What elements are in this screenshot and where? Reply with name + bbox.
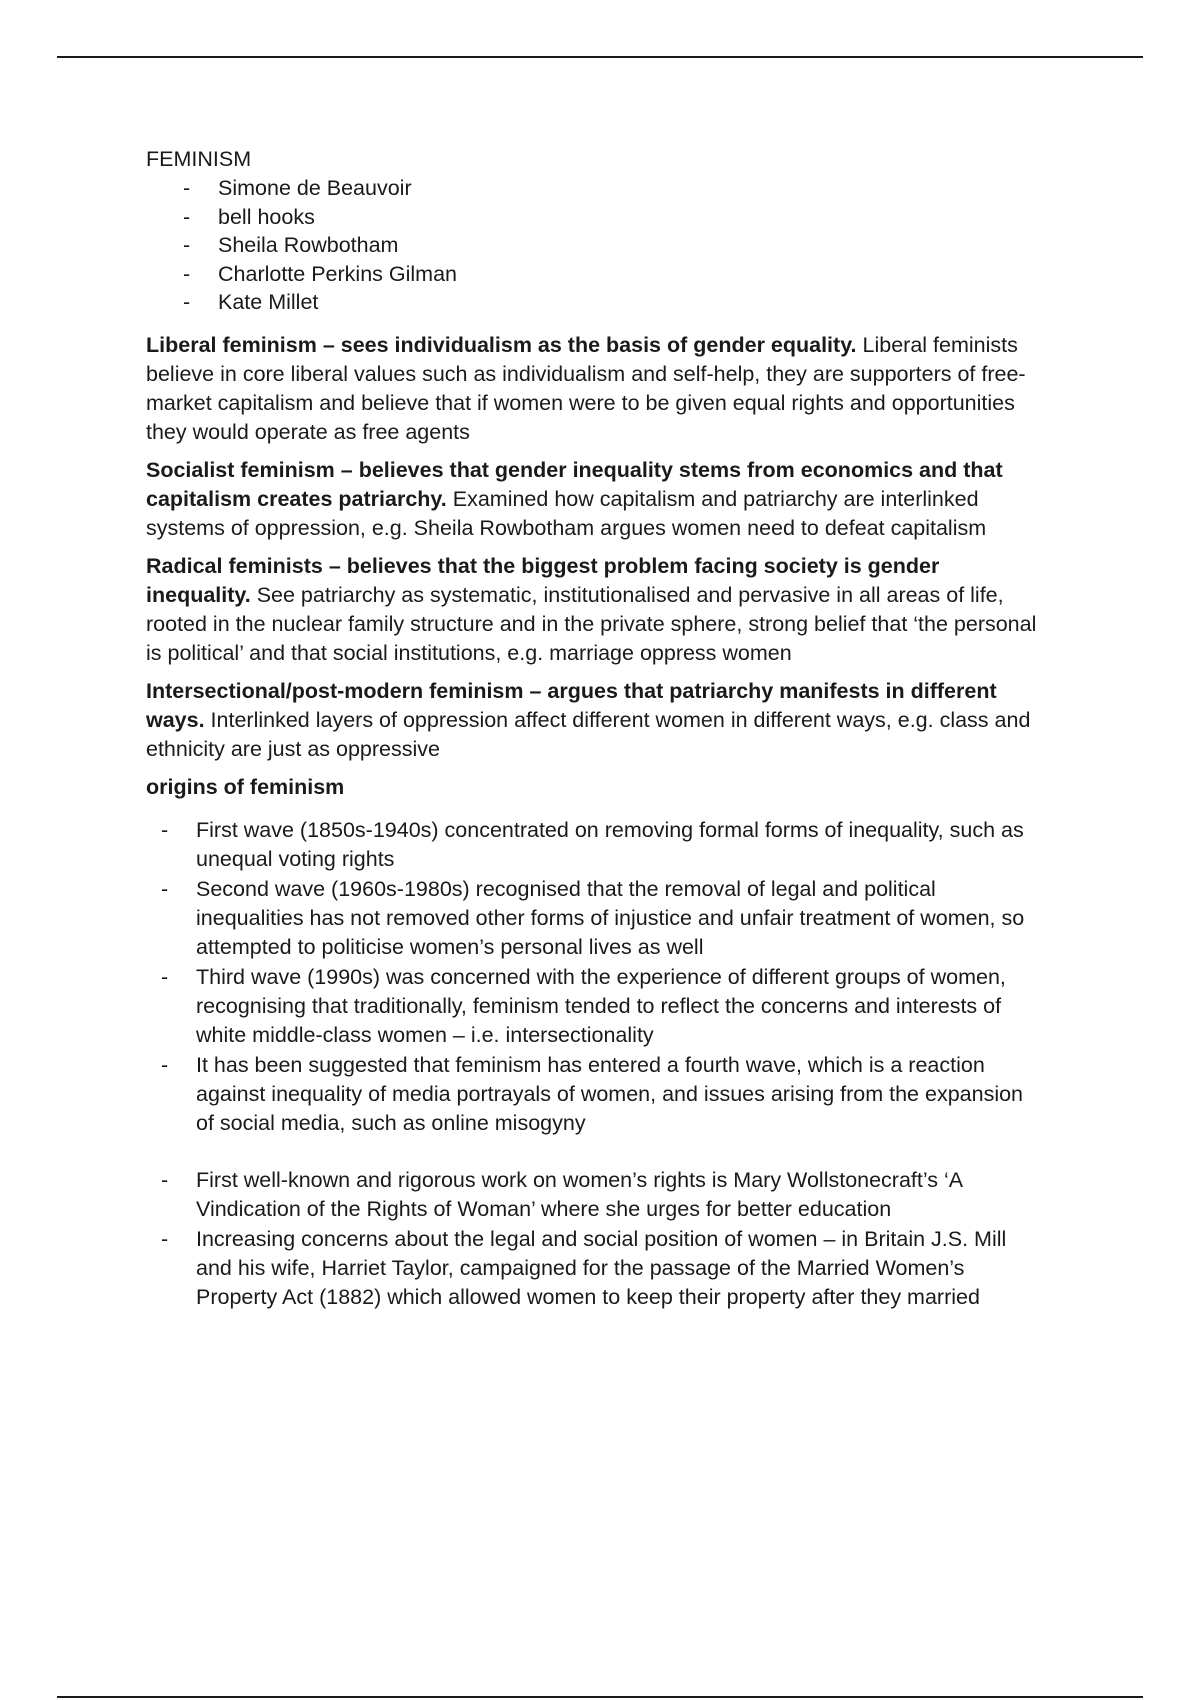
socialist-feminism-paragraph [146, 456, 1046, 543]
history-list [146, 1166, 1046, 1312]
section-text: See patriarchy as systematic, institutionalised and pervasive in all areas of life, rooted in the nuclear family structure and in the private sphere, strong belief that ‘the personal is political’ and that social institutions, e.g. marriage oppress women [146, 582, 1037, 665]
list-item: - Second wave (1960s-1980s) recognised that the removal of legal and political inequalities has not removed other forms of injustice and unfair treatment of women, so attempted to politicise women’s personal lives as well [146, 875, 1046, 962]
section-heading: Liberal feminism – sees individualism as the basis of gender equality. [146, 332, 857, 357]
list-item: - Increasing concerns about the legal and social position of women – in Britain J.S. Mill and his wife, Harriet Taylor, campaigned for the passage of the Married Women’s Property Act (1882) which allowed women to keep their property after they married [146, 1225, 1046, 1312]
thinkers-list [146, 174, 1046, 317]
section-heading: Intersectional/post-modern feminism – argues that patriarchy manifests in different ways. [146, 678, 997, 732]
list-item: - bell hooks [146, 203, 1046, 232]
origins-heading: origins of feminism [146, 774, 345, 799]
section-text: Liberal feminists believe in core liberal values such as individualism and self-help, they are supporters of free-market capitalism and believe that if women were to be given equal rights and opportunities they would operate as free agents [146, 332, 1026, 444]
bottom-divider [57, 1696, 1143, 1698]
waves-list [146, 816, 1046, 1138]
intersectional-feminism-paragraph [146, 677, 1046, 764]
radical-feminism-paragraph [146, 552, 1046, 668]
list-item: - It has been suggested that feminism has entered a fourth wave, which is a reaction against inequality of media portrayals of women, and issues arising from the expansion of social media, such as online misogyny [146, 1051, 1046, 1138]
list-item: - First well-known and rigorous work on women’s rights is Mary Wollstonecraft’s ‘A Vindication of the Rights of Woman’ where she urges for better education [146, 1166, 1046, 1224]
page-title: FEMINISM [146, 147, 252, 171]
section-text: Examined how capitalism and patriarchy are interlinked systems of oppression, e.g. Sheila Rowbotham argues women need to defeat capitalism [146, 486, 987, 540]
list-item: - Kate Millet [146, 288, 1046, 317]
liberal-feminism-paragraph [146, 331, 1046, 447]
section-heading: Socialist feminism – believes that gender inequality stems from economics and that capitalism creates patriarchy. [146, 457, 1003, 511]
list-item: - Third wave (1990s) was concerned with the experience of different groups of women, recognising that traditionally, feminism tended to reflect the concerns and interests of white middle-class women – i.e. intersectionality [146, 963, 1046, 1050]
document-body [146, 145, 1046, 1313]
list-item: - Simone de Beauvoir [146, 174, 1046, 203]
section-heading: Radical feminists – believes that the biggest problem facing society is gender inequality. [146, 553, 940, 607]
top-divider [57, 56, 1143, 58]
section-text: Interlinked layers of oppression affect different women in different ways, e.g. class and ethnicity are just as oppressive [146, 707, 1031, 761]
list-item: - Charlotte Perkins Gilman [146, 260, 1046, 289]
list-item: - Sheila Rowbotham [146, 231, 1046, 260]
list-item: - First wave (1850s-1940s) concentrated on removing formal forms of inequality, such as unequal voting rights [146, 816, 1046, 874]
